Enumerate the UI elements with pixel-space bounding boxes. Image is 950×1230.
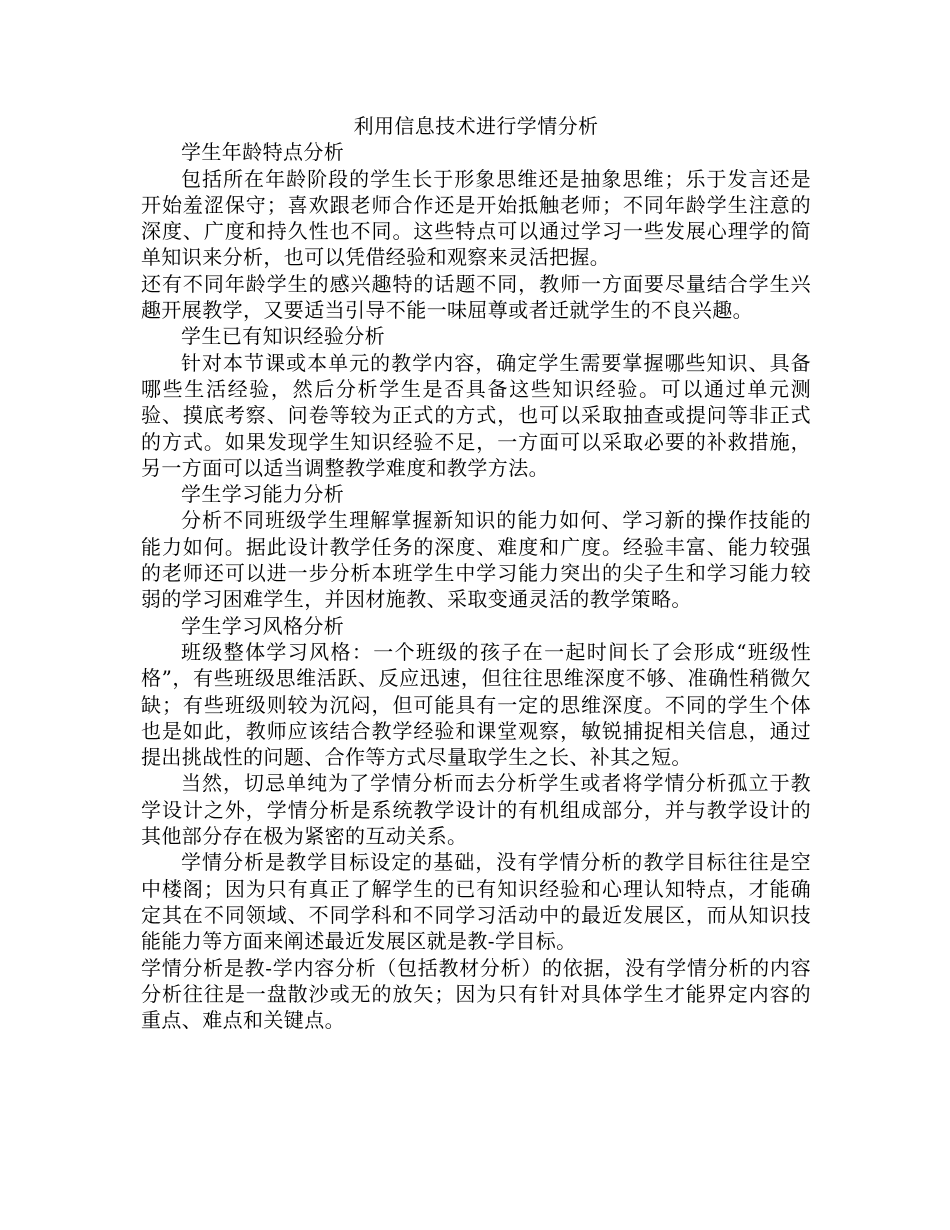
- paragraph-learning-style: 班级整体学习风格：一个班级的孩子在一起时间长了会形成“班级性格”，有些班级思维活跃、反应迅速，但往往思维深度不够、准确性稍微欠缺；有些班级则较为沉闷，但可能具有一定的思维深度。不同的学生个体也是如此，教师应该结合教学经验和课堂观察，敏锐捕捉相关信息，通过提出挑战性的问题、合作等方式尽量取学生之长、补其之短。: [141, 639, 811, 770]
- paragraph-prior-knowledge: 针对本节课或本单元的教学内容，确定学生需要掌握哪些知识、具备哪些生活经验，然后分析学生是否具备这些知识经验。可以通过单元测验、摸底考察、问卷等较为正式的方式，也可以采取抽查或提问等非正式的方式。如果发现学生知识经验不足，一方面可以采取必要的补救措施，另一方面可以适当调整教学难度和教学方法。: [141, 350, 811, 480]
- paragraph-age-characteristics: 包括所在年龄阶段的学生长于形象思维还是抽象思维；乐于发言还是开始羞涩保守；喜欢跟老师合作还是开始抵触老师；不同年龄学生注意的深度、广度和持久性也不同。这些特点可以通过学习一些发展心理学的简单知识来分析，也可以凭借经验和观察来灵活把握。: [141, 166, 811, 270]
- section-heading-age: 学生年龄特点分析: [181, 140, 345, 165]
- section-heading-prior-knowledge: 学生已有知识经验分析: [181, 324, 385, 349]
- paragraph-caution: 当然，切忌单纯为了学情分析而去分析学生或者将学情分析孤立于教学设计之外，学情分析是系统教学设计的有机组成部分，并与教学设计的其他部分存在极为紧密的互动关系。: [141, 771, 811, 849]
- section-heading-learning-ability: 学生学习能力分析: [181, 482, 345, 507]
- paragraph-age-interests: 还有不同年龄学生的感兴趣特的话题不同，教师一方面要尽量结合学生兴趣开展教学，又要适当引导不能一味屈尊或者迁就学生的不良兴趣。: [141, 271, 811, 323]
- paragraph-content-analysis: 学情分析是教-学内容分析（包括教材分析）的依据，没有学情分析的内容分析往往是一盘散沙或无的放矢；因为只有针对具体学生才能界定内容的重点、难点和关键点。: [141, 955, 811, 1033]
- document-body: [141, 113, 811, 1033]
- paragraph-learning-ability: 分析不同班级学生理解掌握新知识的能力如何、学习新的操作技能的能力如何。据此设计教学任务的深度、难度和广度。经验丰富、能力较强的老师还可以进一步分析本班学生中学习能力突出的尖子生和学习能力较弱的学习困难学生，并因材施教、采取变通灵活的教学策略。: [141, 508, 811, 612]
- section-heading-learning-style: 学生学习风格分析: [181, 613, 345, 638]
- document-title: 利用信息技术进行学情分析: [353, 114, 599, 138]
- paragraph-teaching-goals: 学情分析是教学目标设定的基础，没有学情分析的教学目标往往是空中楼阁；因为只有真正了解学生的已有知识经验和心理认知特点，才能确定其在不同领域、不同学科和不同学习活动中的最近发展区，而从知识技能能力等方面来阐述最近发展区就是教-学目标。: [141, 850, 811, 954]
